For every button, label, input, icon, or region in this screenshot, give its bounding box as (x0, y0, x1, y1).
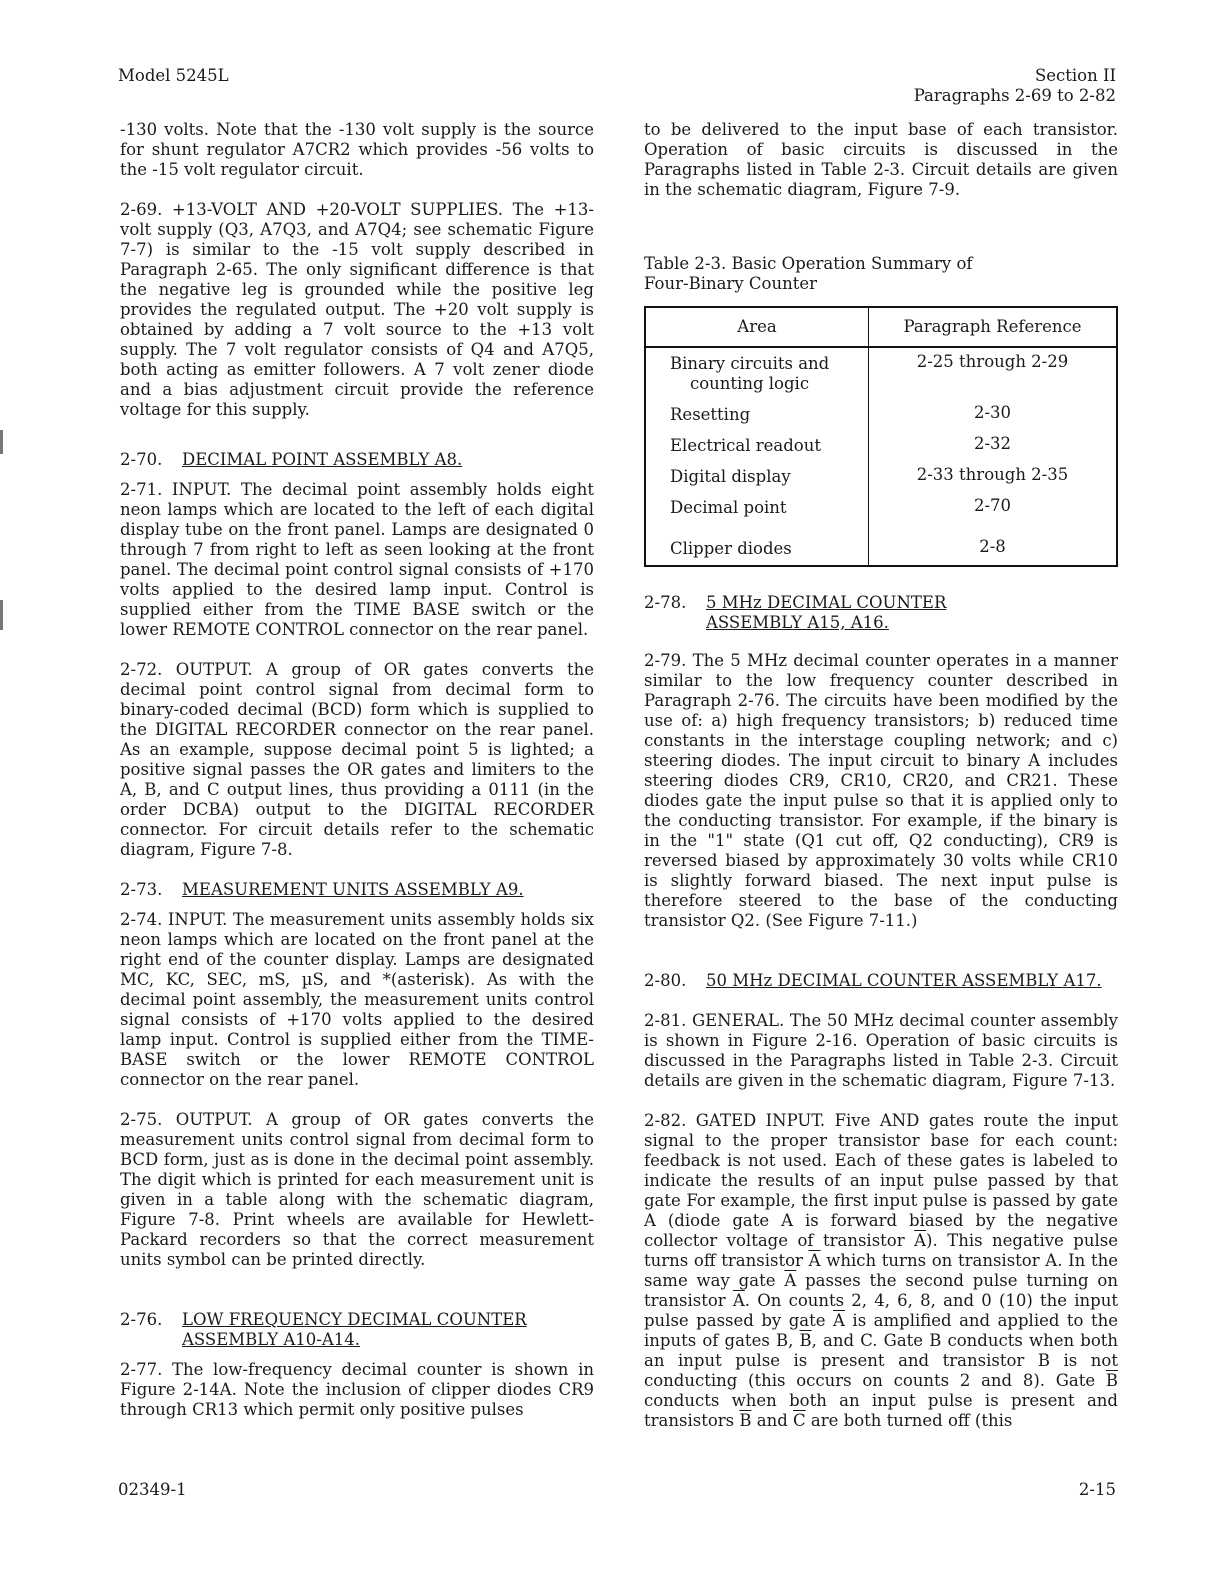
column-header-paragraph-reference: Paragraph Reference (869, 307, 1118, 347)
heading-number: 2-73. (120, 880, 163, 899)
table-cell-area: Decimal point (645, 488, 869, 519)
scan-edge-mark (0, 600, 3, 630)
table-caption-line2: Four-Binary Counter (644, 274, 817, 293)
paragraph-2-75: 2-75. OUTPUT. A group of OR gates converts the measurement units control signal from decimal form to BCD form, just as is done in the decimal point assembly. The digit which is printed for each measurement unit is given in a table along with the schematic diagram, Figure 7-8. Print wheels are available for Hewlett-Packard recorders so that the correct measurement units symbol can be printed directly. (120, 1110, 594, 1269)
left-column (120, 120, 594, 1420)
heading-2-76 (120, 1310, 594, 1350)
heading-number: 2-80. (644, 971, 687, 990)
table-cell-area: Clipper diodes (645, 519, 869, 566)
heading-title-line1: LOW FREQUENCY DECIMAL COUNTER (182, 1310, 527, 1329)
header-section (914, 66, 1116, 106)
table-cell-area (645, 347, 869, 395)
table-row (645, 347, 1117, 395)
paragraph-2-74: 2-74. INPUT. The measurement units assembly holds six neon lamps which are located on the front panel at the right end of the counter display. Lamps are designated MC, KC, SEC, mS, µS, and *(asterisk). As with the decimal point assembly, the measurement units control signal consists of +170 volts applied to the desired lamp input. Control is supplied either from the TIME-BASE switch or the lower REMOTE CONTROL connector on the rear panel. (120, 910, 594, 1089)
header-paragraph-range: Paragraphs 2-69 to 2-82 (913, 86, 1116, 105)
operation-summary-table (644, 306, 1118, 567)
column-header-area: Area (645, 307, 869, 347)
area-line2: counting logic (690, 374, 810, 393)
paragraph-2-69: 2-69. +13-VOLT AND +20-VOLT SUPPLIES. The +13-volt supply (Q3, A7Q3, and A7Q4; see schematic Figure 7-7) is similar to the -15 volt supply described in Paragraph 2-65. The only significant difference is that the negative leg is grounded while the positive leg provides the regulated output. The +20 volt supply is obtained by adding a 7 volt source to the +13 volt supply. The 7 volt regulator consists of Q4 and A7Q5, both acting as emitter followers. A 7 volt zener diode and a bias adjustment circuit provide the reference voltage for this supply. (120, 200, 594, 419)
paragraph-2-77: 2-77. The low-frequency decimal counter is shown in Figure 2-14A. Note the inclusion of clipper diodes CR9 through CR13 which permit only positive pulses (120, 1360, 594, 1419)
footer-page-number: 2-15 (1078, 1480, 1116, 1499)
paragraph-2-79: 2-79. The 5 MHz decimal counter operates in a manner similar to the low frequency counter described in Paragraph 2-76. The circuits have been modified by the use of: a) high frequency transistors; b) reduced time constants in the interstage coupling network; and c) steering diodes. The input circuit to binary A includes steering diodes CR9, CR10, CR20, and CR21. These diodes gate the input pulse so that it is applied only to the conducting transistor. For example, if the binary is in the "1" state (Q1 cut off, Q2 conducting), CR9 is reversed biased by approximately 30 volts while CR10 is slightly forward biased. The next input pulse is therefore steered to the base of the conducting transistor Q2. (See Figure 7-11.) (644, 651, 1118, 930)
heading-2-78 (644, 593, 1118, 633)
table-header-row (645, 307, 1117, 347)
table-cell-reference: 2-8 (869, 519, 1118, 566)
heading-title-line2: ASSEMBLY A10-A14. (182, 1330, 360, 1349)
heading-title-line1: 5 MHz DECIMAL COUNTER (706, 593, 947, 612)
paragraph-2-71: 2-71. INPUT. The decimal point assembly holds eight neon lamps which are located to the left of each digital display tube on the front panel. Lamps are designated 0 through 7 from right to left as seen looking at the front panel. The decimal point control signal consists of +170 volts applied to the desired lamp input. Control is supplied either from the TIME BASE switch or the lower REMOTE CONTROL connector on the rear panel. (120, 480, 594, 639)
scan-edge-mark (0, 430, 3, 454)
paragraph-2-81: 2-81. GENERAL. The 50 MHz decimal counter assembly is shown in Figure 2-16. Operation of basic circuits is discussed in the Paragraphs listed in Table 2-3. Circuit details are given in the schematic diagram, Figure 7-13. (644, 1011, 1118, 1090)
heading-number: 2-78. (644, 593, 687, 612)
paragraph-continued: -130 volts. Note that the -130 volt supply is the source for shunt regulator A7CR2 which provides -56 volts to the -15 volt regulator circuit. (120, 120, 594, 179)
table-cell-area: Electrical readout (645, 426, 869, 457)
header-section-title: Section II (1034, 66, 1116, 85)
table-row (645, 426, 1117, 457)
table-cell-reference: 2-32 (869, 426, 1118, 457)
heading-title: MEASUREMENT UNITS ASSEMBLY A9. (182, 880, 524, 899)
footer-document-code: 02349-1 (118, 1480, 187, 1499)
table-row (645, 519, 1117, 566)
table-row (645, 457, 1117, 488)
heading-2-80 (644, 971, 1118, 991)
table-cell-reference: 2-70 (869, 488, 1118, 519)
table-cell-area: Resetting (645, 395, 869, 426)
heading-title: 50 MHz DECIMAL COUNTER ASSEMBLY A17. (706, 971, 1102, 990)
heading-number: 2-70. (120, 450, 163, 469)
table-cell-reference: 2-30 (869, 395, 1118, 426)
area-line1: Binary circuits and (670, 354, 830, 373)
header-model: Model 5245L (118, 66, 229, 85)
table-cell-reference: 2-33 through 2-35 (869, 457, 1118, 488)
heading-2-70 (120, 450, 594, 470)
paragraph-2-82: 2-82. GATED INPUT. Five AND gates route the input signal to the proper transistor base for each count: feedback is not used. Each of these gates is labeled to indicate the results of an input pulse passed by that gate For example, the first input pulse is passed by gate A (diode gate A is forward biased by the negative collector voltage of transistor $\overline{A}$). This negative pulse turns off transistor $\overline{A}$ which turns on transistor A. In the same way gate $\overline{A}$ passes the second pulse turning on transistor $\overline{A}$. On counts 2, 4, 6, 8, and 0 (10) the input pulse passed by gate $\overline{A}$ is amplified and applied to the inputs of gates B, $\overline{B}$, and C. Gate B conducts when both an input pulse is present and transistor B is not conducting (this occurs on counts 2 and 8). Gate $\overline{B}$ conducts when both an input pulse is present and transistors $\overline{B}$ and $\overline{C}$ are both turned off (this (644, 1111, 1119, 1430)
table-cell-reference: 2-25 through 2-29 (869, 347, 1118, 395)
heading-number: 2-76. (120, 1310, 163, 1329)
heading-2-73 (120, 880, 594, 900)
paragraph-2-72: 2-72. OUTPUT. A group of OR gates converts the decimal point control signal from decimal form to binary-coded decimal (BCD) form which is supplied to the DIGITAL RECORDER connector on the rear panel. As an example, suppose decimal point 5 is lighted; a positive signal passes the OR gates and limiters to the A, B, and C output lines, thus providing a 0111 (in the order DCBA) output to the DIGITAL RECORDER connector. For circuit details refer to the schematic diagram, Figure 7-8. (120, 660, 594, 859)
table-row (645, 488, 1117, 519)
paragraph-continued: to be delivered to the input base of each transistor. Operation of basic circuits is discussed in the Paragraphs listed in Table 2-3. Circuit details are given in the schematic diagram, Figure 7-9. (644, 120, 1118, 199)
table-caption-line1: Table 2-3. Basic Operation Summary of (644, 254, 973, 273)
heading-title-line2: ASSEMBLY A15, A16. (706, 613, 889, 632)
heading-title: DECIMAL POINT ASSEMBLY A8. (182, 450, 463, 469)
table-cell-area: Digital display (645, 457, 869, 488)
table-row (645, 395, 1117, 426)
right-column (644, 120, 1118, 1431)
